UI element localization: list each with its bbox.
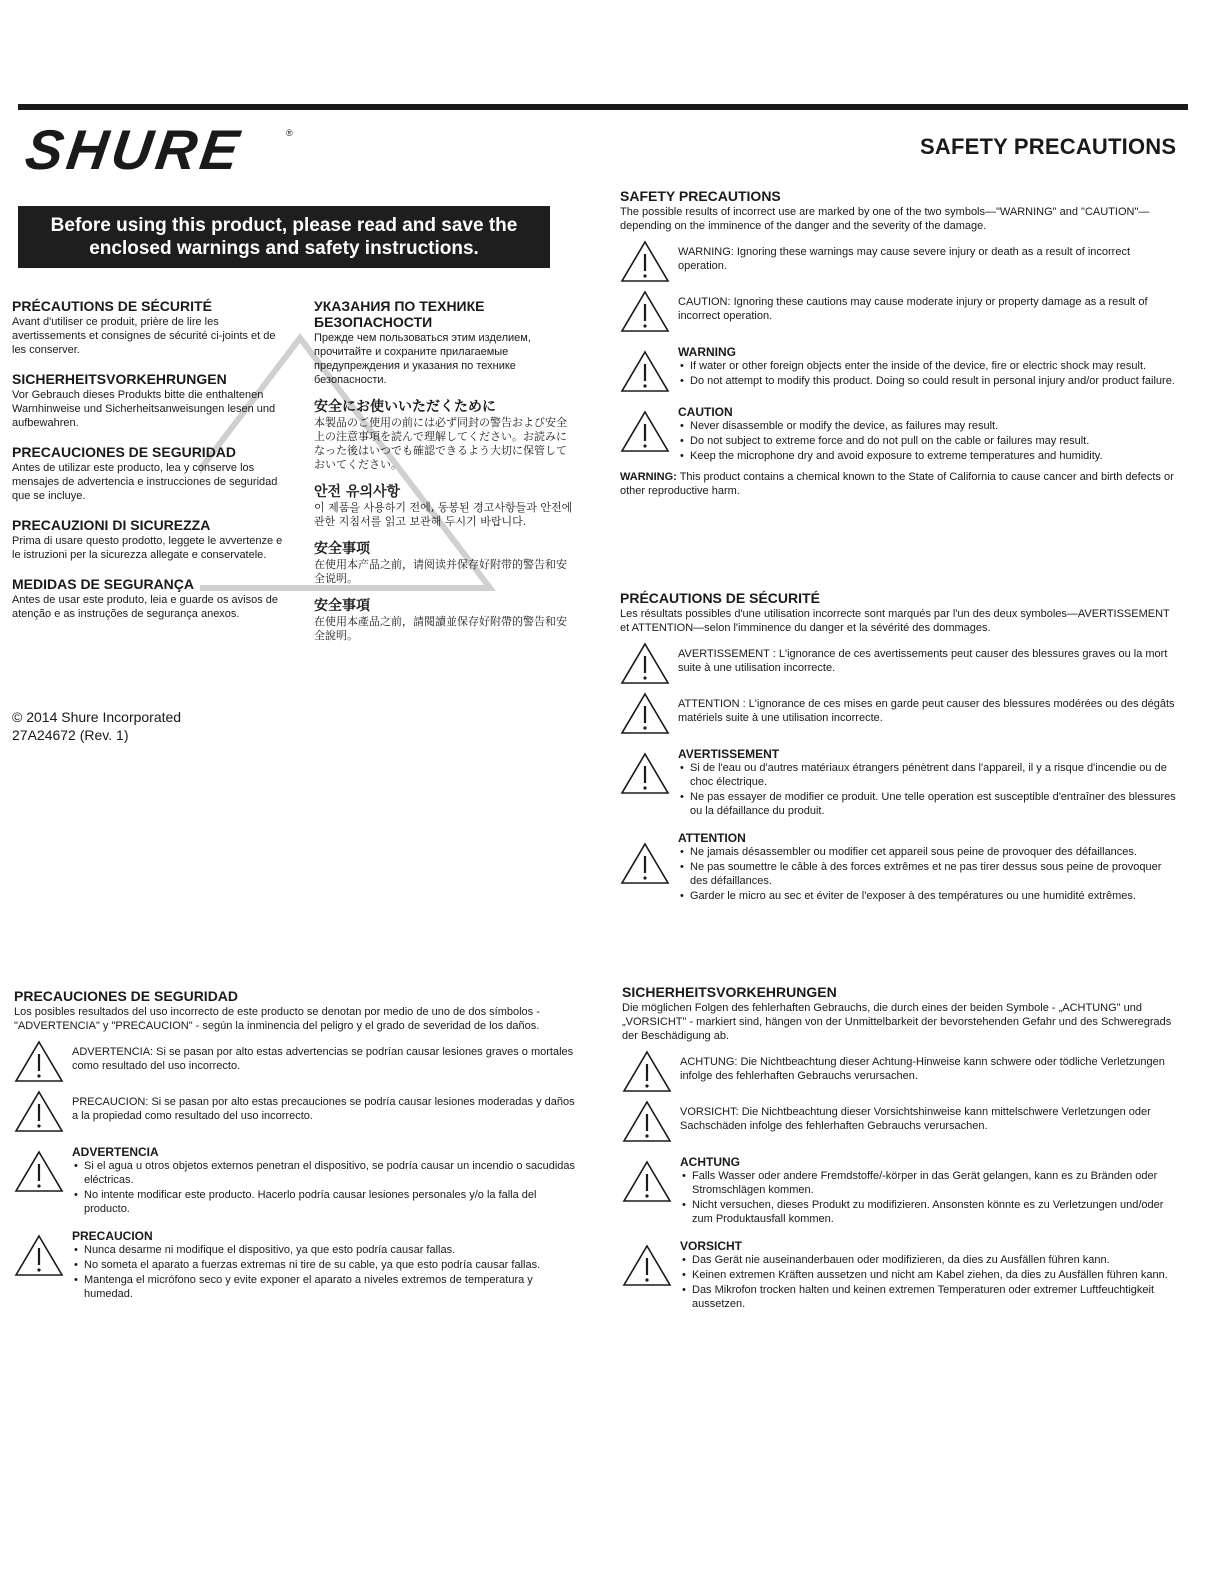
caution-list [620,399,1180,464]
list-item: • If water or other foreign objects enter the inside of the device, fire or electric shock may result. [690,359,1180,373]
list-item: • Das Gerät nie auseinanderbauen oder modifizieren, da dies zu Ausfällen führen kann. [692,1253,1184,1267]
list-item: • Garder le micro au sec et éviter de l'exposer à des températures ou une humidité extrêmes. [690,889,1180,903]
list-item: • Nunca desarme ni modifique el dispositivo, ya que esto podría causar fallas. [84,1243,580,1257]
caution-triangle-icon [14,1089,64,1133]
warning-triangle-icon [620,751,670,795]
section-title: SICHERHEITSVORKEHRUNGEN [622,984,837,1000]
lang-title: 安全にお使いいただくために [314,399,496,415]
warning-triangle-icon [620,349,670,393]
section-title: SAFETY PRECAUTIONS [620,188,781,204]
lang-text: 在使用本产品之前，请阅读并保存好附带的警告和安全说明。 [314,558,567,585]
list-item: • Keinen extremen Kräften aussetzen und nicht am Kabel ziehen, da dies zu Ausfällen führen kann. [692,1268,1184,1282]
section-title: PRÉCAUTIONS DE SÉCURITÉ [620,590,820,606]
list-title: ADVERTENCIA [72,1145,159,1159]
warning-definition: WARNING: Ignoring these warnings may cause severe injury or death as a result of incorrect operation. [620,239,1180,283]
lang-title: 안전 유의사항 [314,484,401,500]
brand-logo: SHURE [21,118,247,181]
lang-text: Prima di usare questo prodotto, leggete le avvertenze e le istruzioni per la sicurezza allegate e conservatele. [12,535,283,561]
warning-definition: AVERTISSEMENT : L'ignorance de ces avertissements peut causer des blessures graves ou la mort suite à une utilisation incorrecte. [620,641,1180,685]
lang-block-italian [12,517,290,562]
list-title: ATTENTION [678,831,746,845]
caution-list [622,1233,1184,1312]
list-item: • Ne pas soumettre le câble à des forces extrêmes et ne pas tirer dessus sous peine de provoquer des défaillances. [690,860,1180,888]
list-item: • Never disassemble or modify the device, as failures may result. [690,419,1180,433]
warning-definition: ADVERTENCIA: Si se pasan por alto estas advertencias se podrían causar lesiones graves o mortales como resultado del uso incorrecto. [14,1039,580,1083]
list-item: • Ne pas essayer de modifier ce produit. Une telle operation est susceptible d'entraîner des blessures ou la défaillance du produit. [690,790,1180,818]
list-item: • Falls Wasser oder andere Fremdstoffe/-körper in das Gerät gelangen, kann es zu Bränden oder Stromschlägen kommen. [692,1169,1184,1197]
list-item: • Ne jamais désassembler ou modifier cet appareil sous peine de provoquer des défaillances. [690,845,1180,859]
banner-line-2: enclosed warnings and safety instructions. [89,238,479,259]
banner-line-1: Before using this product, please read and save the [50,215,518,236]
lang-block-japanese [314,399,576,472]
lang-block-russian [314,298,576,387]
list-item: • Das Mikrofon trocken halten und keinen extremen Temperaturen oder extremer Luftfeuchtigkeit aussetzen. [692,1283,1184,1311]
caution-triangle-icon [622,1099,672,1143]
section-intro: Les résultats possibles d'une utilisation incorrecte sont marqués par l'un des deux symboles—AVERTISSEMENT et ATTENTION—selon l'imminence du danger et la sévérité des dommages. [620,608,1170,634]
warning-list [620,741,1180,819]
warning-triangle-icon [14,1039,64,1083]
caution-triangle-icon [620,289,670,333]
caution-list [620,825,1180,904]
lang-text: 在使用本產品之前，請閱讀並保存好附帶的警告和安全說明。 [314,615,567,642]
list-item: • Nicht versuchen, dieses Produkt zu modifizieren. Ansonsten könnte es zu Verletzungen und/oder zum Produktausfall kommen. [692,1198,1184,1226]
lang-text: Vor Gebrauch dieses Produkts bitte die enthaltenen Warnhinweise und Sicherheitsanweisungen lesen und aufbewahren. [12,389,276,429]
list-title: CAUTION [678,405,733,419]
caution-definition: CAUTION: Ignoring these cautions may cause moderate injury or property damage as a result of incorrect operation. [620,289,1180,333]
read-instructions-banner [18,206,550,268]
warning-list [620,339,1180,393]
caution-definition: PRECAUCION: Si se pasan por alto estas precauciones se podría causar lesiones moderadas y daños a la propiedad como resultado del uso incorrecto. [14,1089,580,1133]
caution-triangle-icon [14,1233,64,1277]
list-item: • Si de l'eau ou d'autres matériaux étrangers pénètrent dans l'appareil, il y a risque d'incendie ou de choc électrique. [690,761,1180,789]
lang-text: 本製品のご使用の前には必ず同封の警告および安全上の注意事項を読んで理解してください。お読みになった後はいつでも確認できるよう大切に保管しておいてください。 [314,416,567,471]
list-item: • No someta el aparato a fuerzas extremas ni tire de su cable, ya que esto podría causar fallas. [84,1258,580,1272]
section-intro: Los posibles resultados del uso incorrecto de este producto se denotan por medio de uno de dos símbolos - "ADVERTENCIA" y "PRECAUCION" - según la inminencia del peligro y el grado de severidad de los daños. [14,1006,540,1032]
lang-title: 安全事項 [314,598,370,614]
lang-title: SICHERHEITSVORKEHRUNGEN [12,371,227,387]
section-german [622,984,1184,1318]
lang-block-french [12,298,290,357]
caution-list [14,1223,580,1302]
lang-block-portuguese [12,576,290,621]
copyright: © 2014 Shure Incorporated [12,709,182,725]
copyright-block [12,708,181,744]
list-title: VORSICHT [680,1239,743,1253]
lang-title: PRÉCAUTIONS DE SÉCURITÉ [12,298,212,314]
lang-title: УКАЗАНИЯ ПО ТЕХНИКЕ БЕЗОПАСНОСТИ [314,298,485,330]
lang-title: 安全事项 [314,541,370,557]
lang-text: Прежде чем пользоваться этим изделием, прочитайте и сохраните прилагаемые предупреждения и указания по технике безопасности. [314,332,531,386]
lang-text: 이 제품을 사용하기 전에, 동봉된 경고사항들과 안전에 관한 지침서를 읽고 보관해 두시기 바랍니다. [314,501,573,528]
section-intro: Die möglichen Folgen des fehlerhaften Gebrauchs, die durch eines der beiden Symbole - „ACHTUNG" und „VORSICHT" - markiert sind, hängen von der Unmittelbarkeit der bevorstehenden Gefahr und des Schweregrads der Beschädigung ab. [622,1002,1172,1042]
lang-title: PRECAUZIONI DI SICUREZZA [12,517,211,533]
list-title: ACHTUNG [680,1155,740,1169]
list-item: • Do not subject to extreme force and do not pull on the cable or failures may result. [690,434,1180,448]
section-english [620,188,1180,509]
warning-triangle-icon [622,1159,672,1203]
list-title: PRECAUCION [72,1229,153,1243]
warning-list [14,1139,580,1217]
page-title: SAFETY PRECAUTIONS [920,134,1177,159]
languages-right-column [314,298,576,655]
list-title: WARNING [678,345,736,359]
warning-definition: ACHTUNG: Die Nichtbeachtung dieser Achtung-Hinweise kann schwere oder tödliche Verletzungen infolge des fehlerhaften Gebrauchs verursachen. [622,1049,1184,1093]
lang-text: Avant d'utiliser ce produit, prière de lire les avertissements et consignes de sécurité ci-joints et de les conserver. [12,316,276,356]
warning-triangle-icon [14,1149,64,1193]
prop65-warning: WARNING: This product contains a chemical known to the State of California to cause cancer and birth defects or other reproductive harm. [620,471,1174,497]
part-number: 27A24672 (Rev. 1) [12,727,129,743]
lang-title: MEDIDAS DE SEGURANÇA [12,576,195,592]
caution-definition: ATTENTION : L'ignorance de ces mises en garde peut causer des blessures modérées ou des dégâts matériels suite à une utilisation incorrecte. [620,691,1180,735]
warning-triangle-icon [620,641,670,685]
lang-text: Antes de utilizar este producto, lea y conserve los mensajes de advertencia e instrucciones de seguridad que se incluye. [12,462,278,502]
list-title: AVERTISSEMENT [678,747,780,761]
list-item: • Mantenga el micrófono seco y evite exponer el aparato a niveles extremos de temperatura y humedad. [84,1273,580,1301]
languages-left-column [12,298,290,635]
lang-block-korean [314,484,576,529]
list-item: • Keep the microphone dry and avoid exposure to extreme temperatures and humidity. [690,449,1180,463]
section-title: PRECAUCIONES DE SEGURIDAD [14,988,239,1004]
lang-block-simplified-chinese [314,541,576,586]
lang-text: Antes de usar este produto, leia e guarde os avisos de atenção e as instruções de segurança anexos. [12,594,279,620]
section-intro: The possible results of incorrect use are marked by one of the two symbols—"WARNING" and "CAUTION"—depending on the imminence of the danger and the severity of the damage. [620,206,1150,232]
warning-list [622,1149,1184,1227]
lang-block-spanish [12,444,290,503]
list-item: • Do not attempt to modify this product. Doing so could result in personal injury and/or product failure. [690,374,1180,388]
list-item: • No intente modificar este producto. Hacerlo podría causar lesiones personales y/o la falla del producto. [84,1188,580,1216]
lang-title: PRECAUCIONES DE SEGURIDAD [12,444,237,460]
caution-definition: VORSICHT: Die Nichtbeachtung dieser Vorsichtshinweise kann mittelschwere Verletzungen oder Sachschäden infolge des fehlerhaften Gebrauchs verursachen. [622,1099,1184,1143]
registered-mark: ® [286,128,293,138]
section-spanish [14,988,580,1308]
section-french [620,590,1180,910]
caution-triangle-icon [620,691,670,735]
caution-triangle-icon [620,841,670,885]
list-item: • Si el agua u otros objetos externos penetran el dispositivo, se podría causar un incendio o sacudidas eléctricas. [84,1159,580,1187]
warning-triangle-icon [620,239,670,283]
caution-triangle-icon [622,1243,672,1287]
lang-block-traditional-chinese [314,598,576,643]
caution-triangle-icon [620,409,670,453]
lang-block-german [12,371,290,430]
top-rule [18,104,1188,110]
warning-triangle-icon [622,1049,672,1093]
